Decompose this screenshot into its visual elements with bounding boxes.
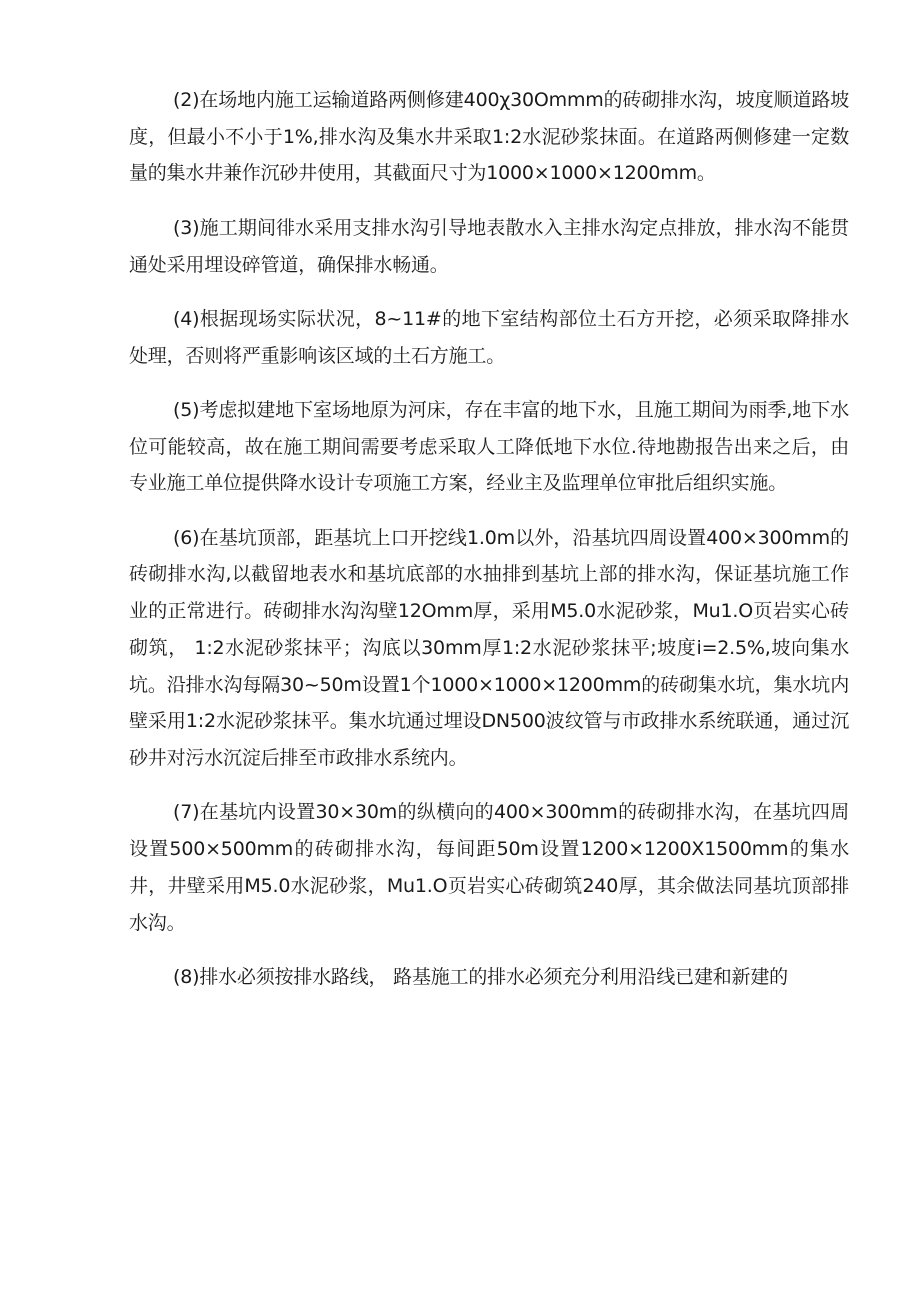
paragraph-4: (4)根据现场实际状况，8~11#的地下室结构部位土石方开挖，必须采取降排水处理，否则将严重影响该区域的土石方施工。 (129, 307, 849, 367)
paragraph-3: (3)施工期间徘水采用支排水沟引导地表散水入主排水沟定点排放，排水沟不能贯通处采用埋设碎管道，确保排水畅通。 (129, 216, 849, 276)
paragraph-5: (5)考虑拟建地下室场地原为河床，存在丰富的地下水，且施工期间为雨季,地下水位可能较高，故在施工期间需要考虑采取人工降低地下水位.待地勘报告出来之后，由专业施工单位提供降水设计专项施工方案，经业主及监理单位审批后组织实施。 (129, 398, 849, 495)
paragraph-7: (7)在基坑内设置30×30m的纵横向的400×300mm的砖砌排水沟，在基坑四周设置500×500mm的砖砌排水沟，每间距50m设置1200×1200X1500mm的集水井，井壁采用M5.0水泥砂浆，Mu1.O页岩实心砖砌筑240厚，其余做法同基坑顶部排水沟。 (129, 801, 849, 934)
paragraph-8: (8)排水必须按排水路线， 路基施工的排水必须充分利用沿线已建和新建的 (173, 965, 788, 988)
document-body (129, 82, 849, 996)
paragraph-2: (2)在场地内施工运输道路两侧修建400χ30Ommm的砖砌排水沟，坡度顺道路坡度，但最小不小于1%,排水沟及集水井采取1:2水泥砂浆抹面。在道路两侧修建一定数量的集水井兼作沉砂井使用，其截面尺寸为1000×1000×1200mm。 (129, 89, 849, 185)
paragraph-6: (6)在基坑顶部，距基坑上口开挖线1.0m以外，沿基坑四周设置400×300mm的砖砌排水沟,以截留地表水和基坑底部的水抽排到基坑上部的排水沟，保证基坑施工作业的正常进行。砖砌排水沟沟壁12Omm厚，采用M5.0水泥砂浆，Mu1.O页岩实心砖砌筑， 1:2水泥砂浆抹平；沟底以30mm厚1:2水泥砂浆抹平;坡度i=2.5%,坡向集水坑。沿排水沟每隔30~50m设置1个1000×1000×1200mm的砖砌集水坑，集水坑内壁采用1:2水泥砂浆抹平。集水坑通过埋设DN500波纹管与市政排水系统联通，通过沉砂井对污水沉淀后排至市政排水系统内。 (129, 526, 849, 769)
